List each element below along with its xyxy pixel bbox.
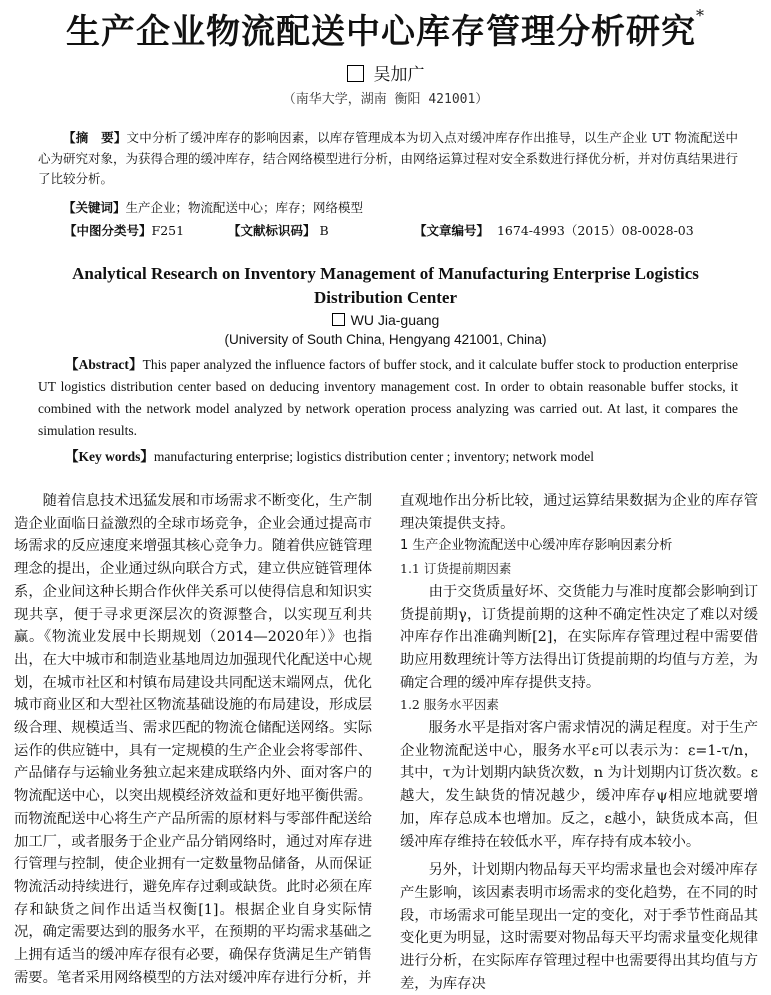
clc-value: F251 bbox=[151, 223, 185, 238]
abstract-en-label: 【Abstract】 bbox=[65, 357, 143, 372]
doc-code-value: B bbox=[319, 223, 329, 238]
abstract-cn-text: 文中分析了缓冲库存的影响因素，以库存管理成本为切入点对缓冲库存作出推导，以生产企业 UT 物流配送中心为研究对象，为获得合理的缓冲库存，结合网络模型进行分析，由网络运算过程对安全系数进行择优分析，并对仿真结果进行了比较分析。 bbox=[38, 130, 739, 186]
author-name: 吴加广 bbox=[373, 65, 425, 85]
article-number-value: 1674-4993（2015）08-0028-03 bbox=[496, 223, 694, 238]
doc-code-label: 【文献标识码】 bbox=[228, 223, 316, 238]
affiliation: （南华大学，湖南 衡阳 421001） bbox=[282, 92, 489, 107]
abstract-cn bbox=[38, 128, 738, 190]
article-number-label: 【文章编号】 bbox=[414, 223, 490, 238]
section-heading-1-1: 1.1 订货提前期因素 bbox=[400, 561, 512, 577]
author-box-icon bbox=[347, 65, 364, 82]
body-paragraph-continued: 直观地作出分析比较，通过运算结果数据为企业的库存管理决策提供支持。 bbox=[400, 493, 758, 532]
body-paragraph: 随着信息技术迅猛发展和市场需求不断变化，生产制造企业面临日益激烈的全球市场竞争，企业会通过提高市场需求的反应速度来增强其核心竞争力。随着供应链管理理念的提出，企业通过纵向联合方式，建立供应链管理体系，企业间这种长期合作伙伴关系可以使得信息和知识实现共享，便于寻求更深层次的资源整合，以实现互利共赢。《物流业发展中长期规划（2014—2020年）》也指出，在大中城市和制造业基地周边加强现代化配送中心规划，在城市社区和村镇布局建设共同配送末端网点，优化城市商业区和大型社区物流基础设施的布局建设，形成层级合理、规模适当、需求匹配的物流仓储配送网络。实际运作的供应链中，具有一定规模的生产企业会将零部件、产品储存与运输业务独立起来建成联络内外、面对客户的物流配送中心，以突出规模经济效益和更好地平衡供需。而物流配送中心将生产产品所需的原材料与零部件配送给加工厂，或者服务于企业产品分销网络时，通过对库存进行管理与控制，使企业拥有一定数量物品储备，从而保证物流活动持续进行，避免库存过剩或缺货。此时必须在库存和缺货之间作出适当权衡[1]。根据企业自身实际情况，确定需要达到的服务水平，在预期的平均需求基础之上拥有适当的缓冲库存很有必要，确保存货满足生产销售需要。笔者采用网络模型的方法对缓冲库存进行分析，并 bbox=[14, 493, 372, 986]
article-number-field bbox=[414, 221, 694, 239]
body-paragraph: 服务水平是指对客户需求情况的满足程度。对于生产企业物流配送中心，服务水平ε可以表示为：ε=1-τ/n，其中，τ为计划期内缺货次数，n 为计划期内订货次数。ε越大，发生缺货的情况越少，缓冲库存ψ相应地就要增加，库存总成本也增加。反之，ε越小，缺货成本高，但缓冲库存维持在较低水平，库存持有成本较小。 bbox=[400, 720, 758, 850]
english-author-name: WU Jia-guang bbox=[350, 312, 440, 328]
body-left-column bbox=[14, 490, 372, 989]
abstract-cn-label: 【摘 要】 bbox=[63, 130, 127, 145]
body-paragraph: 由于交货质量好坏、交货能力与准时度都会影响到订货提前期γ，订货提前期的这种不确定性决定了难以对缓冲库存作出准确判断[2]，在实际库存管理过程中需要借助应用数理统计等方法得出订货提前期的均值与方差，为确定合理的缓冲库存提供支持。 bbox=[400, 583, 758, 691]
paper-title-text: 生产企业物流配送中心库存管理分析研究 bbox=[66, 12, 696, 52]
keywords-en bbox=[38, 445, 738, 465]
english-author-box-icon bbox=[332, 313, 345, 326]
keywords-cn-text: 生产企业；物流配送中心；库存；网络模型 bbox=[125, 200, 364, 215]
author-line bbox=[0, 60, 771, 85]
keywords-en-label: 【Key words】 bbox=[65, 449, 154, 464]
abstract-en bbox=[38, 354, 738, 442]
paper-title bbox=[0, 4, 771, 53]
clc-label: 【中图分类号】 bbox=[64, 223, 152, 238]
title-footnote-mark: * bbox=[696, 6, 705, 25]
doc-code-field bbox=[228, 221, 329, 239]
english-author-line bbox=[0, 312, 771, 328]
english-title: Analytical Research on Inventory Management of Manufacturing Enterprise Logistics Distribution Center bbox=[72, 264, 699, 307]
keywords-en-text: manufacturing enterprise; logistics distribution center ; inventory; network model bbox=[153, 449, 595, 464]
keywords-cn bbox=[38, 198, 738, 219]
body-right-column bbox=[400, 490, 758, 995]
section-heading-1: 1 生产企业物流配送中心缓冲库存影响因素分析 bbox=[400, 538, 673, 554]
section-heading-1-2: 1.2 服务水平因素 bbox=[400, 697, 499, 713]
clc-field bbox=[64, 221, 184, 239]
abstract-en-text: This paper analyzed the influence factors of buffer stock, and it calculate buffer stock to production enterprise UT logistics distribution center based on deducing inventory management cost. In order to obtain reasonable buffer stocks, it combined with the network model analyzed by network operation process analyzing was carried out. At last, it compares the simulation results. bbox=[38, 357, 738, 438]
body-paragraph: 另外，计划期内物品每天平均需求量也会对缓冲库存产生影响，该因素表明市场需求的变化趋势，在不同的时段，市场需求可能呈现出一定的变化，对于季节性商品其变化更为明显，这时需要对物品每天平均需求量变化规律进行分析，在实际库存管理过程中也需要得出其均值与方差，为库存决 bbox=[400, 862, 758, 992]
keywords-cn-label: 【关键词】 bbox=[63, 200, 126, 215]
english-affiliation: (University of South China, Hengyang 421001, China) bbox=[224, 332, 547, 347]
